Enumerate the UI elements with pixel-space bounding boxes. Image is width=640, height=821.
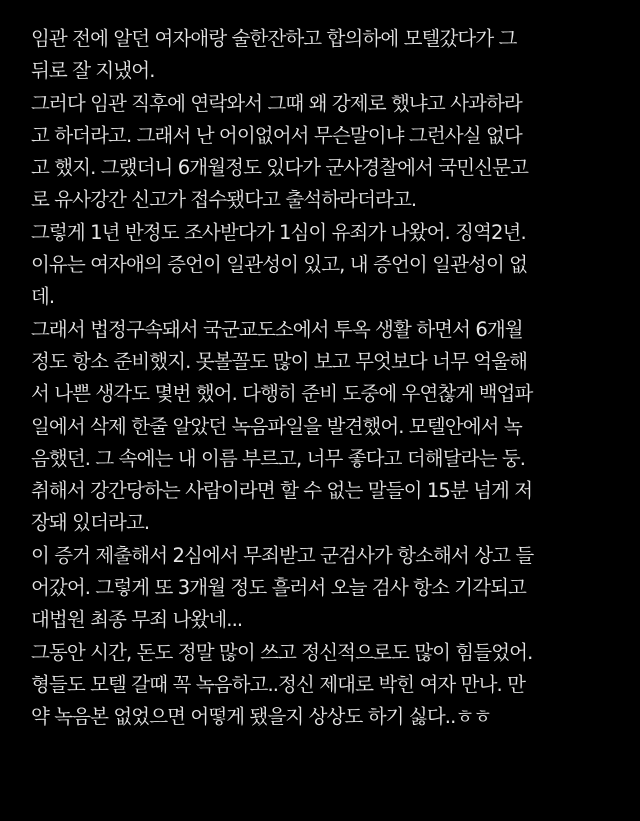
post-line: 대법원 최종 무죄 나왔네... (31, 608, 243, 632)
post-line: 서 나쁜 생각도 몇번 했어. 다행히 준비 도중에 우연찮게 백업파 (31, 382, 533, 406)
post-line: 고 하더라고. 그래서 난 어이없어서 무슨말이냐 그런사실 없다 (31, 123, 522, 147)
post-line: 일에서 삭제 한줄 알았던 녹음파일을 발견했어. 모텔안에서 녹 (31, 414, 522, 438)
post-line: 그러다 임관 직후에 연락와서 그때 왜 강제로 했냐고 사과하라 (31, 91, 522, 115)
post-line: 고 했지. 그랬더니 6개월정도 있다가 군사경찰에서 국민신문고 (31, 156, 529, 180)
post-line: 형들도 모텔 갈때 꼭 녹음하고..정신 제대로 박힌 여자 만나. 만 (31, 672, 526, 696)
post-line: 취해서 강간당하는 사람이라면 할 수 없는 말들이 15분 넘게 저 (31, 479, 533, 503)
post-line: 로 유사강간 신고가 접수됐다고 출석하라더라고. (31, 188, 417, 212)
post-line: 임관 전에 알던 여자애랑 술한잔하고 합의하에 모텔갔다가 그 (31, 27, 517, 50)
post-line: 데. (31, 285, 55, 309)
post-line: 약 녹음본 없었으면 어떻게 됐을지 상상도 하기 싫다..ㅎㅎ (31, 705, 492, 729)
post-line: 이유는 여자애의 증언이 일관성이 있고, 내 증언이 일관성이 없 (31, 253, 528, 277)
post-line: 이 증거 제출해서 2심에서 무죄받고 군검사가 항소해서 상고 들 (31, 543, 534, 567)
post-line: 정도 항소 준비했지. 못볼꼴도 많이 보고 무엇보다 너무 억울해 (31, 349, 528, 373)
post-line: 뒤로 잘 지냈어. (31, 59, 155, 83)
post-line: 그동안 시간, 돈도 정말 많이 쓰고 정신적으로도 많이 힘들었어. (31, 640, 533, 664)
post-line: 그래서 법정구속돼서 국군교도소에서 투옥 생활 하면서 6개월 (31, 317, 523, 341)
post-line: 그렇게 1년 반정도 조사받다가 1심이 유죄가 나왔어. 징역2년. (31, 220, 526, 244)
post-line: 음했던. 그 속에는 내 이름 부르고, 너무 좋다고 더해달라는 둥. (31, 446, 526, 470)
post-body-text (31, 23, 616, 734)
post-line: 장돼 있더라고. (31, 511, 150, 535)
post-line: 어갔어. 그렇게 또 3개월 정도 흘러서 오늘 검사 항소 기각되고 (31, 576, 526, 600)
